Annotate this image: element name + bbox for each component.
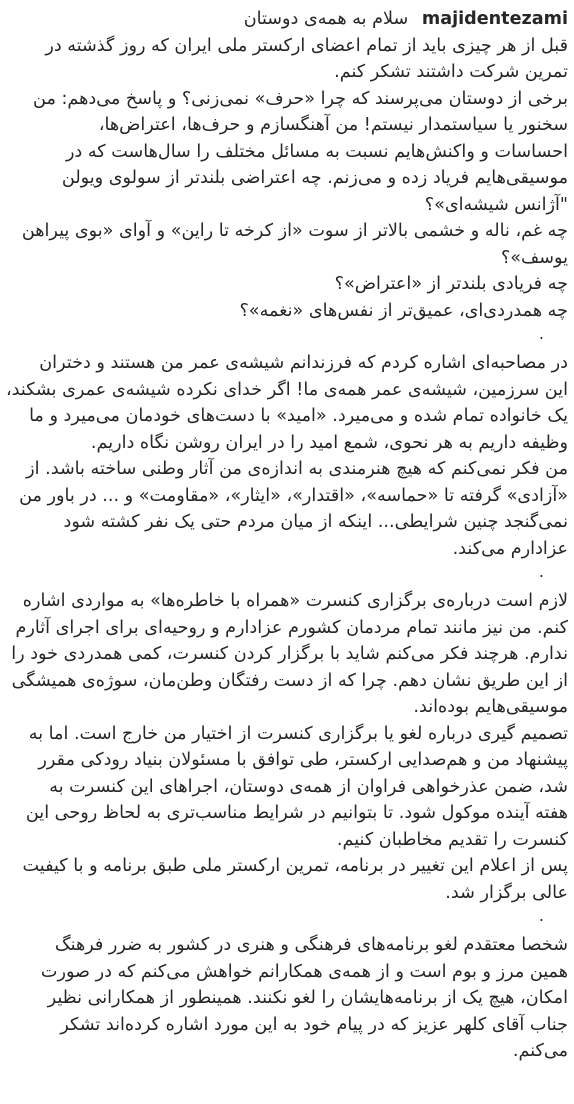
- separator-1: [4, 324, 568, 350]
- separator-2: [4, 562, 568, 588]
- caption-first-line: [4, 6, 568, 33]
- username-link[interactable]: majidentezami: [421, 9, 568, 29]
- paragraph-2: در مصاحبه‌ای اشاره کردم که فرزندانم شیشه‌ی عمر من هستند و دختران این سرزمین، شیشه‌ی عمر همه‌ی ما! اگر خدای نکرده شیشه‌ی عمری بشکند، یک خانواده تمام شده و می‌میرد. «امید» با دست‌های خودمان می‌میرد و ما وظیفه داریم به هر نحوی، شمع امید را در ایران روشن نگاه داریم. من فکر نمی‌کنم که هیچ هنرمندی به اندازه‌ی من آثار وطنی ساخته باشد. از «آزادی» گرفته تا «حماسه»، «اقتدار»، «ایثار»، «مقاومت» و ... در باور من نمی‌گنجد چنین شرایطی... اینکه از میان مردم حتی یک نفر کشته شود عزادارم می‌کند.: [5, 353, 568, 559]
- paragraph-1: قبل از هر چیزی باید از تمام اعضای ارکستر ملی ایران که روز گذشته در تمرین شرکت داشتند تشکر کنم. برخی از دوستان می‌پرسند که چرا «حرف» نمی‌زنی؟ و پاسخ می‌دهم: من سخنور یا سیاستمدار نیستم! من آهنگسازم و حرف‌ها، اعتراض‌ها، احساسات و واکنش‌هایم نسبت به مسائل مختلف را سال‌هاست که در موسیقی‌هایم فریاد زده و می‌زنم. چه اعتراضی بلندتر از سولوی ویولن "آژانس شیشه‌ای»؟ چه غم، ناله و خشمی بالاتر از سوت «از کرخه تا راین» و آوای «بوی پیراهن یوسف»؟ چه فریادی بلندتر از «اعتراض»؟ چه همدردی‌ای، عمیق‌تر از نفس‌های «نغمه»؟: [21, 35, 568, 321]
- paragraph-3: لازم است درباره‌ی برگزاری کنسرت «همراه با خاطره‌ها» به مواردی اشاره کنم. من نیز مانند تمام مردمان کشورم عزادارم و روحیه‌ای برای اجرای آثارم ندارم. هرچند فکر می‌کنم شاید با برگزار کردن کنسرت، کمی همدردی خود را از این طریق نشان دهم. چرا که از دست رفتگان وطن‌مان، سوژه‌ی همیشگی موسیقی‌هایم بوده‌اند. تصمیم گیری درباره لغو یا برگزاری کنسرت از اختیار من خارج است. اما به پیشنهاد من و هم‌صدایی ارکستر، طی توافق با مسئولان بنیاد رودکی مقرر شد، ضمن عذرخواهی فراوان از همه‌ی دوستان، اجراهای این کنسرت به هفته آینده موکول شود. تا بتوانیم در شرایط مناسب‌تری به لحاظ روحی این کنسرت را تقدیم مخاطبان کنیم. پس از اعلام این تغییر در برنامه، تمرین ارکستر ملی طبق برنامه و با کیفیت عالی برگزار شد.: [11, 591, 568, 903]
- paragraph-4: شخصا معتقدم لغو برنامه‌های فرهنگی و هنری در کشور به ضرر فرهنگ همین مرز و بوم است و از همه‌ی همکارانم خواهش می‌کنم که در صورت امکان، هیچ یک از برنامه‌هایشان را لغو نکنند. همینطور از همکارانی نظیر جناب آقای کلهر عزیز که در پیام خود به این مورد اشاره کرده‌اند تشکر می‌کنم.: [40, 935, 568, 1061]
- separator-dot: .: [538, 906, 544, 925]
- separator-3: [4, 906, 568, 932]
- greeting-text: سلام به همه‌ی دوستان: [243, 9, 409, 29]
- separator-dot: .: [538, 324, 544, 343]
- separator-dot: .: [538, 562, 544, 581]
